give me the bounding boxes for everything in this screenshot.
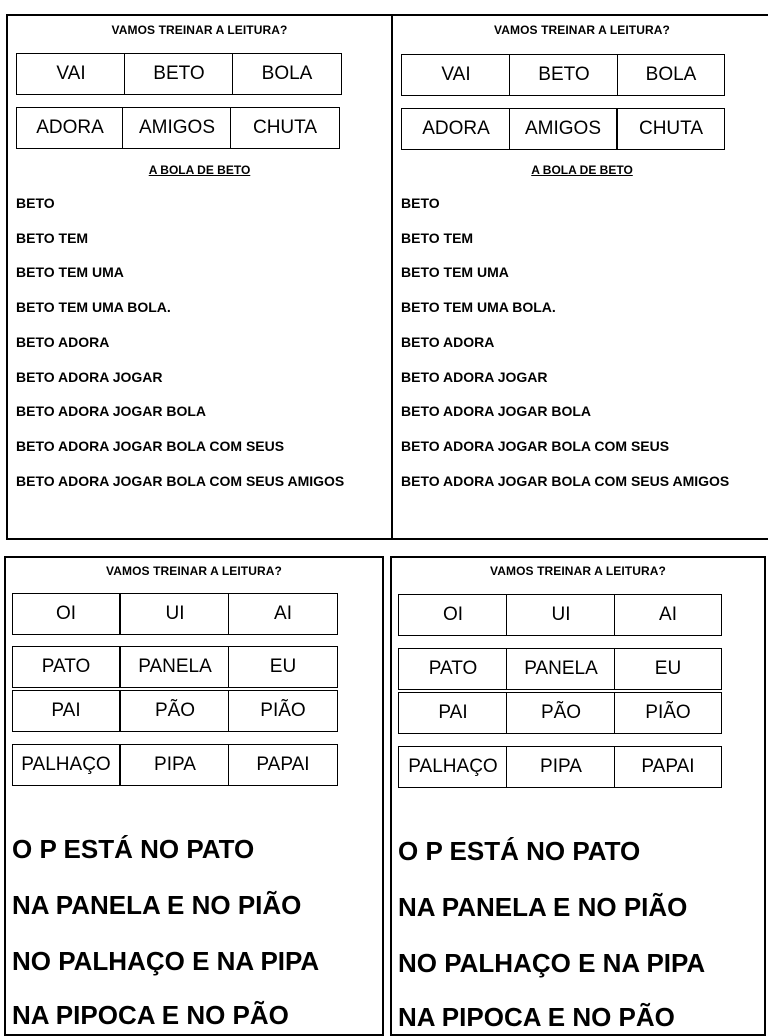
word-cell: PIÃO [614,692,722,734]
reading-line: BETO TEM [401,230,474,246]
worksheet-top-left [6,14,393,540]
word-cell: AMIGOS [509,108,617,150]
word-cell: PIPA [506,746,616,788]
reading-line: BETO [401,195,440,211]
reading-line: BETO ADORA JOGAR BOLA COM SEUS [16,438,285,454]
word-cell: BOLA [617,54,725,96]
reading-line: BETO TEM [16,230,89,246]
word-cell: PANELA [506,648,616,690]
reading-line: NA PIPOCA E NO PÃO [12,1000,289,1030]
word-cell: UI [120,593,230,635]
reading-line: BETO TEM UMA [16,264,124,280]
worksheet-title: VAMOS TREINAR A LEITURA? [490,564,666,578]
reading-line: BETO TEM UMA [401,264,509,280]
word-cell: OI [398,594,508,636]
reading-line: BETO ADORA JOGAR BOLA [401,403,592,419]
reading-line: O P ESTÁ NO PATO [12,834,255,864]
word-cell: AI [614,594,722,636]
word-cell: PAPAI [614,746,722,788]
word-cell: PAI [12,690,120,732]
reading-line: BETO ADORA JOGAR [401,369,548,385]
reading-line: O P ESTÁ NO PATO [398,836,641,866]
word-cell: AI [228,593,338,635]
worksheet-title: VAMOS TREINAR A LEITURA? [494,23,670,37]
word-cell: BETO [509,54,619,96]
word-cell: VAI [16,53,126,95]
word-cell: PALHAÇO [398,746,508,788]
reading-line: NA PANELA E NO PIÃO [398,892,688,922]
reading-line: NA PANELA E NO PIÃO [12,890,302,920]
story-title: A BOLA DE BETO [531,163,633,177]
word-cell: CHUTA [230,107,340,149]
word-cell: PIÃO [228,690,338,732]
word-cell: ADORA [16,107,124,149]
reading-line: BETO ADORA [401,334,495,350]
word-cell: PAPAI [228,744,338,786]
story-title: A BOLA DE BETO [148,163,251,177]
reading-line: NO PALHAÇO E NA PIPA [398,948,706,978]
word-cell: ADORA [401,108,511,150]
worksheet-title: VAMOS TREINAR A LEITURA? [111,23,288,37]
word-cell: AMIGOS [122,107,232,149]
word-cell: PATO [12,646,120,688]
reading-line: NO PALHAÇO E NA PIPA [12,946,320,976]
word-cell: PAI [398,692,508,734]
reading-line: BETO ADORA JOGAR BOLA [16,403,207,419]
reading-line: BETO TEM UMA BOLA. [401,299,556,315]
reading-line: BETO ADORA JOGAR BOLA COM SEUS [401,438,670,454]
word-cell: PÃO [120,690,230,732]
reading-line: BETO [16,195,55,211]
word-cell: BOLA [232,53,342,95]
word-cell: EU [614,648,722,690]
reading-line: BETO ADORA [16,334,110,350]
word-cell: VAI [401,54,511,96]
word-cell: EU [228,646,338,688]
word-cell: PALHAÇO [12,744,120,786]
word-cell: PATO [398,648,508,690]
worksheet-bottom-left [4,556,384,1036]
word-cell: CHUTA [617,108,725,150]
word-cell: PIPA [120,744,230,786]
worksheet-top-right [391,14,768,540]
word-cell: OI [12,593,120,635]
reading-line: BETO TEM UMA BOLA. [16,299,171,315]
reading-line: NA PIPOCA E NO PÃO [398,1002,675,1032]
word-cell: BETO [124,53,234,95]
reading-line: BETO ADORA JOGAR BOLA COM SEUS AMIGOS [16,473,345,489]
reading-line: BETO ADORA JOGAR BOLA COM SEUS AMIGOS [401,473,730,489]
word-cell: UI [506,594,616,636]
word-cell: PÃO [506,692,616,734]
worksheet-title: VAMOS TREINAR A LEITURA? [106,564,282,578]
word-cell: PANELA [120,646,230,688]
worksheet-bottom-right [390,556,766,1036]
reading-line: BETO ADORA JOGAR [16,369,163,385]
